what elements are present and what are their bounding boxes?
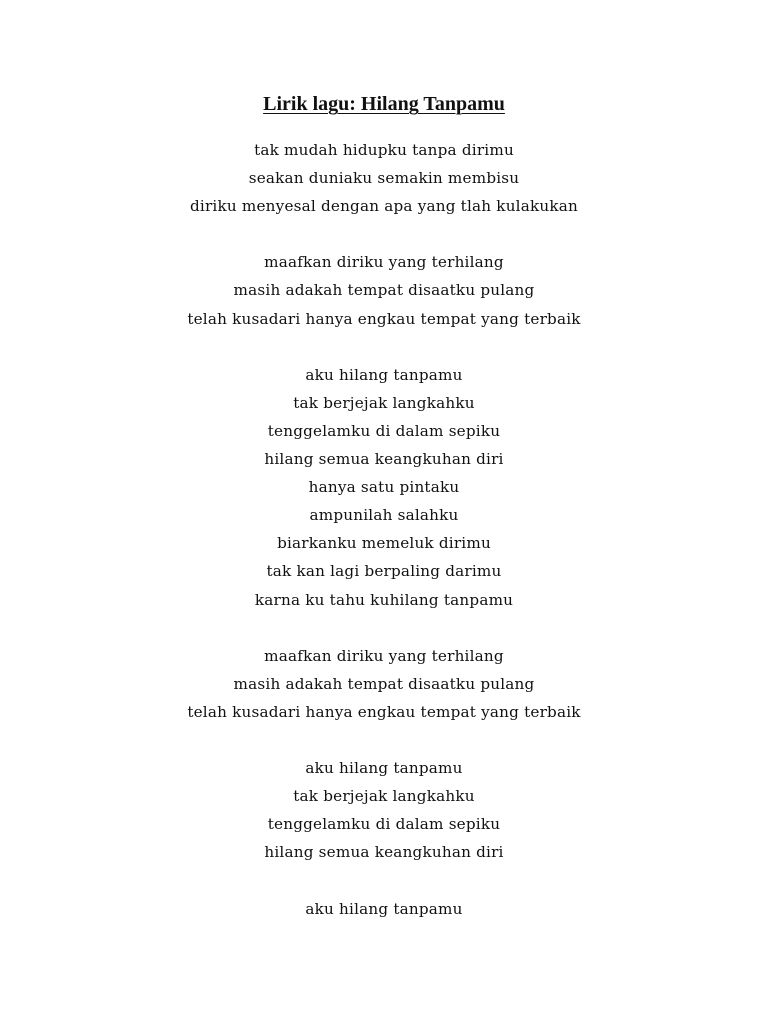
lyrics-body: [0, 136, 768, 951]
lyric-line: diriku menyesal dengan apa yang tlah kulakukan: [189, 197, 579, 216]
lyric-line: masih adakah tempat disaatku pulang: [233, 281, 535, 300]
lyric-line: tenggelamku di dalam sepiku: [267, 815, 501, 834]
lyric-line: seakan duniaku semakin membisu: [248, 169, 520, 188]
lyric-line: masih adakah tempat disaatku pulang: [233, 674, 535, 693]
lyric-line: maafkan diriku yang terhilang: [264, 646, 504, 665]
lyric-line: tak kan lagi berpaling darimu: [266, 562, 502, 581]
song-title: Lirik lagu: Hilang Tanpamu: [263, 93, 505, 115]
lyric-line: telah kusadari hanya engkau tempat yang terbaik: [187, 309, 581, 328]
stanza-5: [0, 754, 768, 866]
stanza-6: [0, 895, 768, 923]
lyric-line: tak berjejak langkahku: [293, 787, 475, 806]
lyric-line: hanya satu pintaku: [308, 478, 460, 497]
lyric-line: tenggelamku di dalam sepiku: [267, 421, 501, 440]
lyric-line: aku hilang tanpamu: [305, 899, 463, 918]
lyric-line: maafkan diriku yang terhilang: [264, 253, 504, 272]
lyric-line: ampunilah salahku: [309, 506, 459, 525]
lyric-line: telah kusadari hanya engkau tempat yang terbaik: [187, 702, 581, 721]
lyric-line: aku hilang tanpamu: [305, 365, 463, 384]
stanza-4: [0, 642, 768, 726]
lyric-line: biarkanku memeluk dirimu: [277, 534, 491, 553]
stanza-3: [0, 361, 768, 614]
lyric-line: hilang semua keangkuhan diri: [264, 450, 504, 469]
stanza-1: [0, 136, 768, 220]
lyric-line: aku hilang tanpamu: [305, 759, 463, 778]
stanza-2: [0, 248, 768, 332]
lyric-line: tak berjejak langkahku: [293, 393, 475, 412]
lyric-line: hilang semua keangkuhan diri: [264, 843, 504, 862]
lyric-line: tak mudah hidupku tanpa dirimu: [254, 141, 514, 159]
lyric-line: karna ku tahu kuhilang tanpamu: [254, 590, 514, 609]
